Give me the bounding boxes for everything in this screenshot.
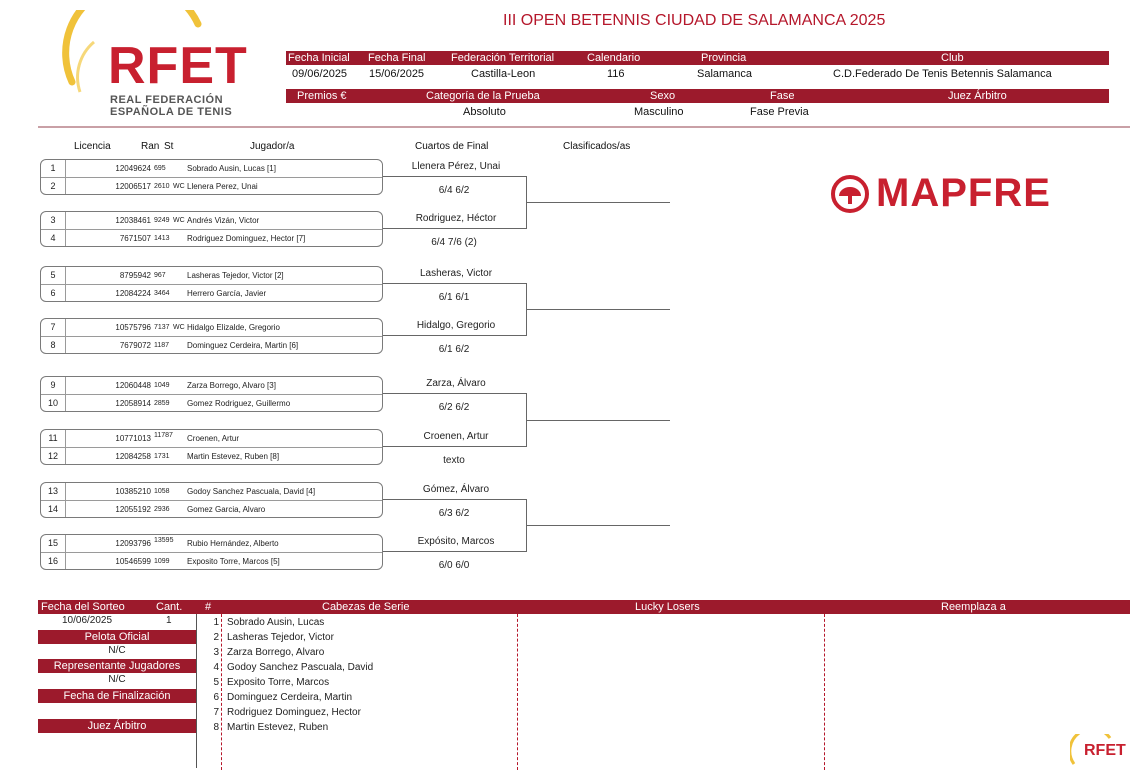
- box-separator: [65, 483, 66, 517]
- match-box: [40, 482, 383, 518]
- footer-dash-2: [517, 614, 518, 770]
- player-rank: 9249: [154, 217, 170, 224]
- player-licence: 12084258: [115, 452, 151, 461]
- hdr-categoria: Categoría de la Prueba: [426, 90, 540, 102]
- player-licence: 12038461: [115, 216, 151, 225]
- player-row: [41, 394, 382, 412]
- player-rank: 7137: [154, 324, 170, 331]
- draw-position: 4: [50, 233, 56, 243]
- val-club: C.D.Federado De Tenis Betennis Salamanca: [833, 68, 1052, 80]
- player-status: WC: [173, 217, 185, 224]
- qf-winner: Rodriguez, Héctor: [415, 213, 497, 224]
- juez-label: Juez Árbitro: [38, 719, 196, 733]
- logo-letters: RFET: [108, 37, 248, 95]
- player-licence: 7671507: [119, 234, 151, 243]
- pelota-value: N/C: [108, 645, 126, 656]
- cant-value: 1: [166, 615, 172, 626]
- player-row: [41, 336, 382, 354]
- player-licence: 10575796: [115, 323, 151, 332]
- val-fase: Fase Previa: [750, 106, 809, 118]
- match-box: [40, 159, 383, 195]
- seed-name: Lasheras Tejedor, Victor: [227, 632, 334, 643]
- ft-cabezas: Cabezas de Serie: [322, 601, 410, 613]
- seed-number: 5: [213, 677, 219, 688]
- player-row: [41, 552, 382, 570]
- player-row: [41, 160, 382, 178]
- ft-hash: #: [205, 601, 212, 613]
- draw-position: 14: [47, 504, 58, 514]
- player-row: [41, 535, 382, 553]
- box-separator: [65, 319, 66, 353]
- val-federacion: Castilla-Leon: [471, 68, 536, 80]
- player-rank: 11787: [154, 432, 173, 439]
- logo-line2: ESPAÑOLA DE TENIS: [110, 106, 233, 118]
- player-licence: 7679072: [119, 341, 151, 350]
- seed-row: [203, 675, 373, 690]
- player-row: [41, 430, 382, 448]
- player-row: [41, 267, 382, 285]
- box-separator: [65, 430, 66, 464]
- ft-lucky: Lucky Losers: [635, 601, 700, 613]
- match-box: [40, 534, 383, 570]
- mapfre-text: MAPFRE: [876, 171, 1051, 215]
- representante-value: N/C: [108, 674, 126, 685]
- qf-winner: Zarza, Álvaro: [426, 378, 486, 389]
- seed-name: Rodriguez Dominguez, Hector: [227, 707, 361, 718]
- rfet-logo: [58, 10, 248, 122]
- qf-line: [383, 176, 526, 177]
- qf-line: [383, 446, 526, 447]
- qf-score: 6/1 6/2: [438, 344, 470, 355]
- seed-name: Exposito Torre, Marcos: [227, 677, 330, 688]
- draw-position: 9: [50, 380, 56, 390]
- val-fecha-final: 15/06/2025: [369, 68, 425, 80]
- hdr-provincia: Provincia: [701, 52, 747, 64]
- info-header-bar-2: [286, 89, 1109, 103]
- player-licence: 8795942: [119, 271, 151, 280]
- draw-position: 1: [50, 163, 56, 173]
- player-rank: 1099: [154, 558, 170, 565]
- qf-winner: Llenera Pérez, Unai: [411, 161, 501, 172]
- draw-position: 10: [47, 398, 58, 408]
- seed-name: Zarza Borrego, Alvaro: [227, 647, 325, 658]
- col-qf: Cuartos de Final: [415, 141, 489, 152]
- player-rank: 1058: [154, 488, 170, 495]
- qf-winner: Gómez, Álvaro: [422, 484, 490, 495]
- player-licence: 12058914: [115, 399, 151, 408]
- qf-winner: Croenen, Artur: [423, 431, 489, 442]
- qf-score: 6/4 6/2: [438, 185, 470, 196]
- rfet-small-logo: [1070, 734, 1126, 774]
- hdr-fecha-final: Fecha Final: [368, 52, 426, 64]
- draw-position: 16: [47, 556, 58, 566]
- draw-position: 5: [50, 270, 56, 280]
- qf-score: 6/3 6/2: [438, 508, 470, 519]
- match-box: [40, 429, 383, 465]
- footer-left-border: [196, 614, 197, 768]
- player-rank: 2936: [154, 506, 170, 513]
- box-separator: [65, 267, 66, 301]
- seed-row: [203, 690, 373, 705]
- draw-position: 6: [50, 288, 56, 298]
- finalizacion-label: Fecha de Finalización: [38, 689, 196, 703]
- player-name: Croenen, Artur: [187, 434, 240, 443]
- player-name: Gomez Garcia, Alvaro: [187, 505, 266, 514]
- clasificado-line: [526, 309, 670, 310]
- seed-number: 3: [213, 647, 219, 658]
- match-box: [40, 318, 383, 354]
- seed-row: [203, 720, 373, 735]
- hdr-federacion: Federación Territorial: [451, 52, 555, 64]
- fecha-sorteo-value: 10/06/2025: [62, 615, 113, 626]
- page-title: III OPEN BETENNIS CIUDAD DE SALAMANCA 2025: [503, 12, 886, 29]
- col-licencia: Licencia: [74, 141, 111, 152]
- seed-name: Dominguez Cerdeira, Martin: [227, 692, 353, 703]
- draw-position: 2: [50, 181, 56, 191]
- player-name: Zarza Borrego, Alvaro [3]: [187, 381, 276, 390]
- player-row: [41, 229, 382, 247]
- player-rank: 1049: [154, 382, 170, 389]
- val-fecha-inicial: 09/06/2025: [292, 68, 348, 80]
- qf-winner: Lasheras, Victor: [419, 268, 493, 279]
- logo-line1: REAL FEDERACIÓN: [110, 94, 224, 106]
- player-name: Sobrado Ausin, Lucas [1]: [187, 164, 276, 173]
- val-calendario: 116: [607, 68, 625, 80]
- col-ran: Ran: [141, 141, 160, 152]
- player-name: Martin Estevez, Ruben [8]: [187, 452, 280, 461]
- player-row: [41, 500, 382, 518]
- qf-line: [383, 283, 526, 284]
- box-separator: [65, 535, 66, 569]
- qf-score: texto: [443, 455, 465, 466]
- seed-row: [203, 660, 373, 675]
- player-row: [41, 177, 382, 195]
- seed-row: [203, 705, 373, 720]
- clasificado-line: [526, 202, 670, 203]
- draw-position: 11: [48, 433, 58, 443]
- info-header-bar: [286, 51, 1109, 65]
- ft-fecha-sorteo: Fecha del Sorteo: [41, 601, 125, 613]
- box-separator: [65, 160, 66, 194]
- player-status: WC: [173, 324, 185, 331]
- player-rank: 1187: [154, 342, 170, 349]
- seed-number: 6: [213, 692, 219, 703]
- player-licence: 12049624: [115, 164, 151, 173]
- val-categoria: Absoluto: [463, 106, 506, 118]
- player-licence: 12084224: [115, 289, 151, 298]
- player-rank: 1413: [154, 235, 170, 242]
- qf-score: 6/1 6/1: [438, 292, 470, 303]
- draw-position: 7: [50, 322, 56, 332]
- match-box: [40, 211, 383, 247]
- qf-line: [383, 335, 526, 336]
- header-divider: [38, 126, 1130, 128]
- player-name: Llenera Perez, Unai: [187, 182, 258, 191]
- col-jugador: Jugador/a: [250, 141, 295, 152]
- footer-header-bar: [38, 600, 1130, 614]
- player-name: Rubio Hernández, Alberto: [187, 539, 279, 548]
- player-rank: 1731: [154, 453, 170, 460]
- hdr-calendario: Calendario: [587, 52, 641, 64]
- player-name: Herrero García, Javier: [187, 289, 267, 298]
- seed-name: Godoy Sanchez Pascuala, David: [227, 662, 374, 673]
- player-row: [41, 319, 382, 337]
- draw-position: 8: [50, 340, 56, 350]
- seed-list: [203, 615, 373, 735]
- hdr-juez: Juez Árbitro: [948, 90, 1007, 102]
- qf-winner: Hidalgo, Gregorio: [416, 320, 496, 331]
- ft-cant: Cant.: [156, 601, 183, 613]
- player-row: [41, 284, 382, 302]
- seed-row: [203, 615, 373, 630]
- hdr-sexo: Sexo: [650, 90, 676, 102]
- qf-score: 6/2 6/2: [438, 402, 470, 413]
- qf-line: [383, 228, 526, 229]
- qf-line: [383, 499, 526, 500]
- player-row: [41, 447, 382, 465]
- qf-score: 6/0 6/0: [438, 560, 470, 571]
- player-name: Lasheras Tejedor, Victor [2]: [187, 271, 284, 280]
- player-row: [41, 377, 382, 395]
- match-box: [40, 266, 383, 302]
- ft-reemplaza: Reemplaza a: [941, 601, 1006, 613]
- qf-score: 6/4 7/6 (2): [431, 237, 477, 248]
- player-licence: 12055192: [115, 505, 151, 514]
- clasificado-line: [526, 525, 670, 526]
- mapfre-logo: [830, 172, 1110, 216]
- qf-line: [383, 551, 526, 552]
- seed-name: Martin Estevez, Ruben: [227, 722, 329, 733]
- footer-dash-3: [824, 614, 825, 770]
- draw-position: 3: [50, 215, 56, 225]
- box-separator: [65, 377, 66, 411]
- player-name: Hidalgo Elizalde, Gregorio: [187, 323, 280, 332]
- seed-name: Sobrado Ausin, Lucas: [227, 617, 325, 628]
- hdr-fase: Fase: [770, 90, 795, 102]
- player-status: WC: [173, 183, 185, 190]
- player-rank: 3464: [154, 290, 170, 297]
- seed-number: 8: [213, 722, 219, 733]
- player-name: Dominguez Cerdeira, Martin [6]: [187, 341, 299, 350]
- player-licence: 10546599: [115, 557, 151, 566]
- hdr-fecha-inicial: Fecha Inicial: [288, 52, 350, 64]
- player-name: Andrés Vizán, Victor: [187, 216, 260, 225]
- val-sexo: Masculino: [634, 106, 684, 118]
- player-licence: 12060448: [115, 381, 151, 390]
- hdr-club: Club: [941, 52, 964, 64]
- seed-number: 2: [213, 632, 219, 643]
- seed-number: 7: [213, 707, 219, 718]
- player-name: Exposito Torre, Marcos [5]: [187, 557, 280, 566]
- player-licence: 10771013: [115, 434, 151, 443]
- player-rank: 695: [154, 165, 166, 172]
- player-row: [41, 483, 382, 501]
- seed-row: [203, 645, 373, 660]
- pelota-label: Pelota Oficial: [38, 630, 196, 644]
- player-name: Gomez Rodriguez, Guillermo: [187, 399, 291, 408]
- seed-number: 1: [213, 617, 219, 628]
- box-separator: [65, 212, 66, 246]
- player-licence: 12006517: [115, 182, 151, 191]
- player-rank: 2859: [154, 400, 170, 407]
- hdr-premios: Premios €: [297, 90, 347, 102]
- small-logo-letters: RFET: [1084, 742, 1126, 759]
- player-rank: 13595: [154, 537, 174, 544]
- match-box: [40, 376, 383, 412]
- player-name: Godoy Sanchez Pascuala, David [4]: [187, 487, 316, 496]
- player-row: [41, 212, 382, 230]
- seed-number: 4: [213, 662, 219, 673]
- player-rank: 2610: [154, 183, 170, 190]
- col-clasificados: Clasificados/as: [563, 141, 631, 152]
- player-licence: 10385210: [115, 487, 151, 496]
- clasificado-line: [526, 420, 670, 421]
- player-rank: 967: [154, 272, 166, 279]
- col-st: St: [164, 141, 174, 152]
- seed-row: [203, 630, 373, 645]
- draw-position: 15: [47, 538, 58, 548]
- mapfre-emblem-icon: [830, 174, 870, 214]
- representante-label: Representante Jugadores: [38, 659, 196, 673]
- player-licence: 12093796: [115, 539, 151, 548]
- val-provincia: Salamanca: [697, 68, 753, 80]
- qf-winner: Expósito, Marcos: [417, 536, 495, 547]
- draw-position: 13: [47, 486, 58, 496]
- draw-position: 12: [47, 451, 58, 461]
- player-name: Rodriguez Dominguez, Hector [7]: [187, 234, 306, 243]
- qf-line: [383, 393, 526, 394]
